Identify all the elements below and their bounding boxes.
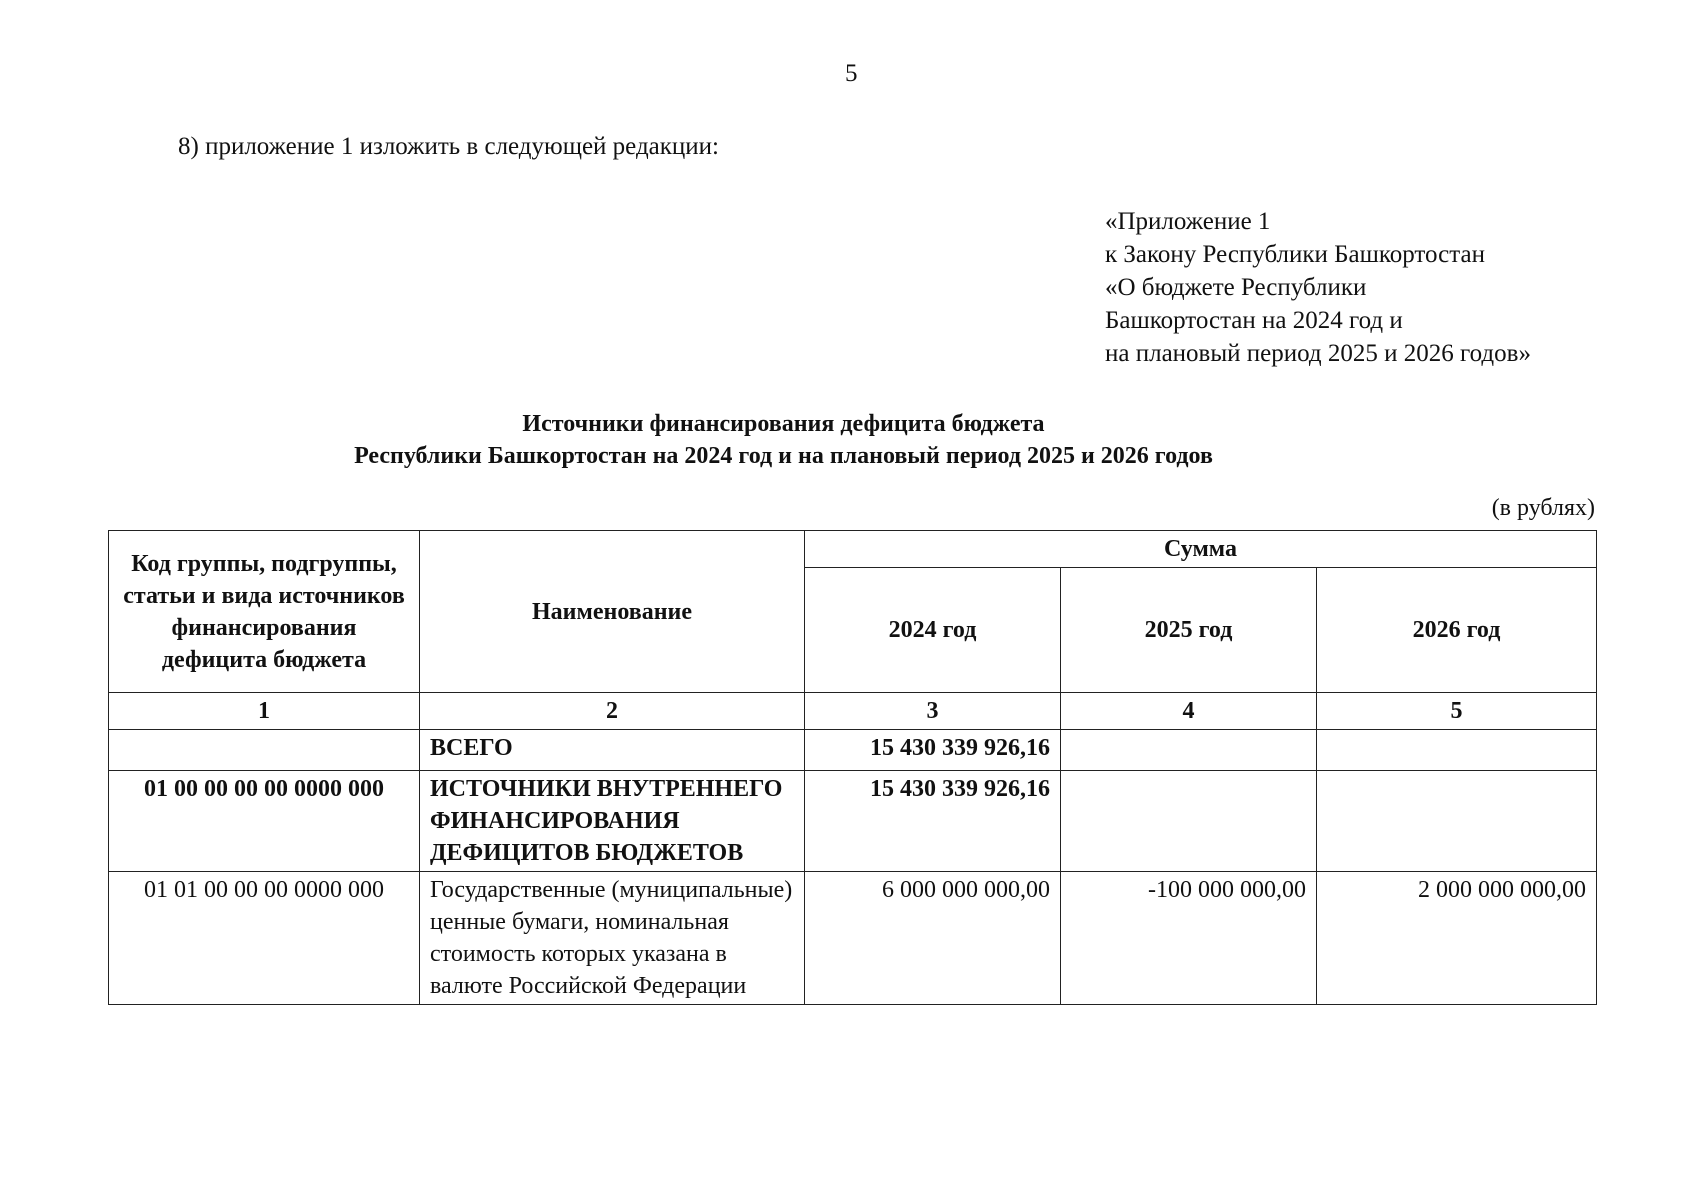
column-number: 2	[420, 693, 805, 730]
appendix-line: «Приложение 1	[1105, 208, 1271, 235]
row-code: 01 01 00 00 00 0000 000	[109, 872, 420, 1005]
header-sum: Сумма	[805, 531, 1597, 568]
title-line-1: Источники финансирования дефицита бюджета	[522, 411, 1045, 437]
table-row	[109, 730, 1597, 771]
appendix-line: «О бюджете Республики	[1105, 274, 1367, 301]
appendix-line: на плановый период 2025 и 2026 годов»	[1105, 340, 1531, 367]
column-number: 4	[1061, 693, 1317, 730]
appendix-line: к Закону Республики Башкортостан	[1105, 241, 1485, 268]
document-title	[0, 408, 1697, 472]
row-code	[109, 730, 420, 771]
row-code: 01 00 00 00 00 0000 000	[109, 771, 420, 872]
column-number: 1	[109, 693, 420, 730]
column-number: 3	[805, 693, 1061, 730]
header-year-2024: 2024 год	[805, 568, 1061, 693]
header-name: Наименование	[420, 531, 805, 693]
sources-table	[108, 530, 1597, 1005]
units-label: (в рублях)	[1491, 495, 1595, 521]
title-line-2: Республики Башкортостан на 2024 год и на плановый период 2025 и 2026 годов	[354, 443, 1213, 469]
row-amount-2026	[1317, 771, 1597, 872]
row-name: ВСЕГО	[420, 730, 805, 771]
row-amount-2025	[1061, 771, 1317, 872]
header-year-2025: 2025 год	[1061, 568, 1317, 693]
header-year-2026: 2026 год	[1317, 568, 1597, 693]
column-numbers-row	[109, 693, 1597, 730]
row-amount-2024: 15 430 339 926,16	[805, 730, 1061, 771]
appendix-header	[1105, 205, 1531, 370]
column-number: 5	[1317, 693, 1597, 730]
row-amount-2026: 2 000 000 000,00	[1317, 872, 1597, 1005]
page-number: 5	[845, 60, 858, 87]
table-row	[109, 872, 1597, 1005]
header-row	[109, 531, 1597, 568]
row-amount-2024: 15 430 339 926,16	[805, 771, 1061, 872]
row-amount-2025	[1061, 730, 1317, 771]
row-amount-2025: -100 000 000,00	[1061, 872, 1317, 1005]
table-row	[109, 771, 1597, 872]
row-name: ИСТОЧНИКИ ВНУТРЕННЕГО ФИНАНСИРОВАНИЯ ДЕФИЦИТОВ БЮДЖЕТОВ	[420, 771, 805, 872]
row-amount-2024: 6 000 000 000,00	[805, 872, 1061, 1005]
instruction-text: 8) приложение 1 изложить в следующей редакции:	[178, 133, 719, 160]
row-name: Государственные (муниципальные) ценные бумаги, номинальная стоимость которых указана в валюте Российской Федерации	[420, 872, 805, 1005]
header-code: Код группы, подгруппы, статьи и вида источников финансирования дефицита бюджета	[109, 531, 420, 693]
appendix-line: Башкортостан на 2024 год и	[1105, 307, 1403, 334]
row-amount-2026	[1317, 730, 1597, 771]
